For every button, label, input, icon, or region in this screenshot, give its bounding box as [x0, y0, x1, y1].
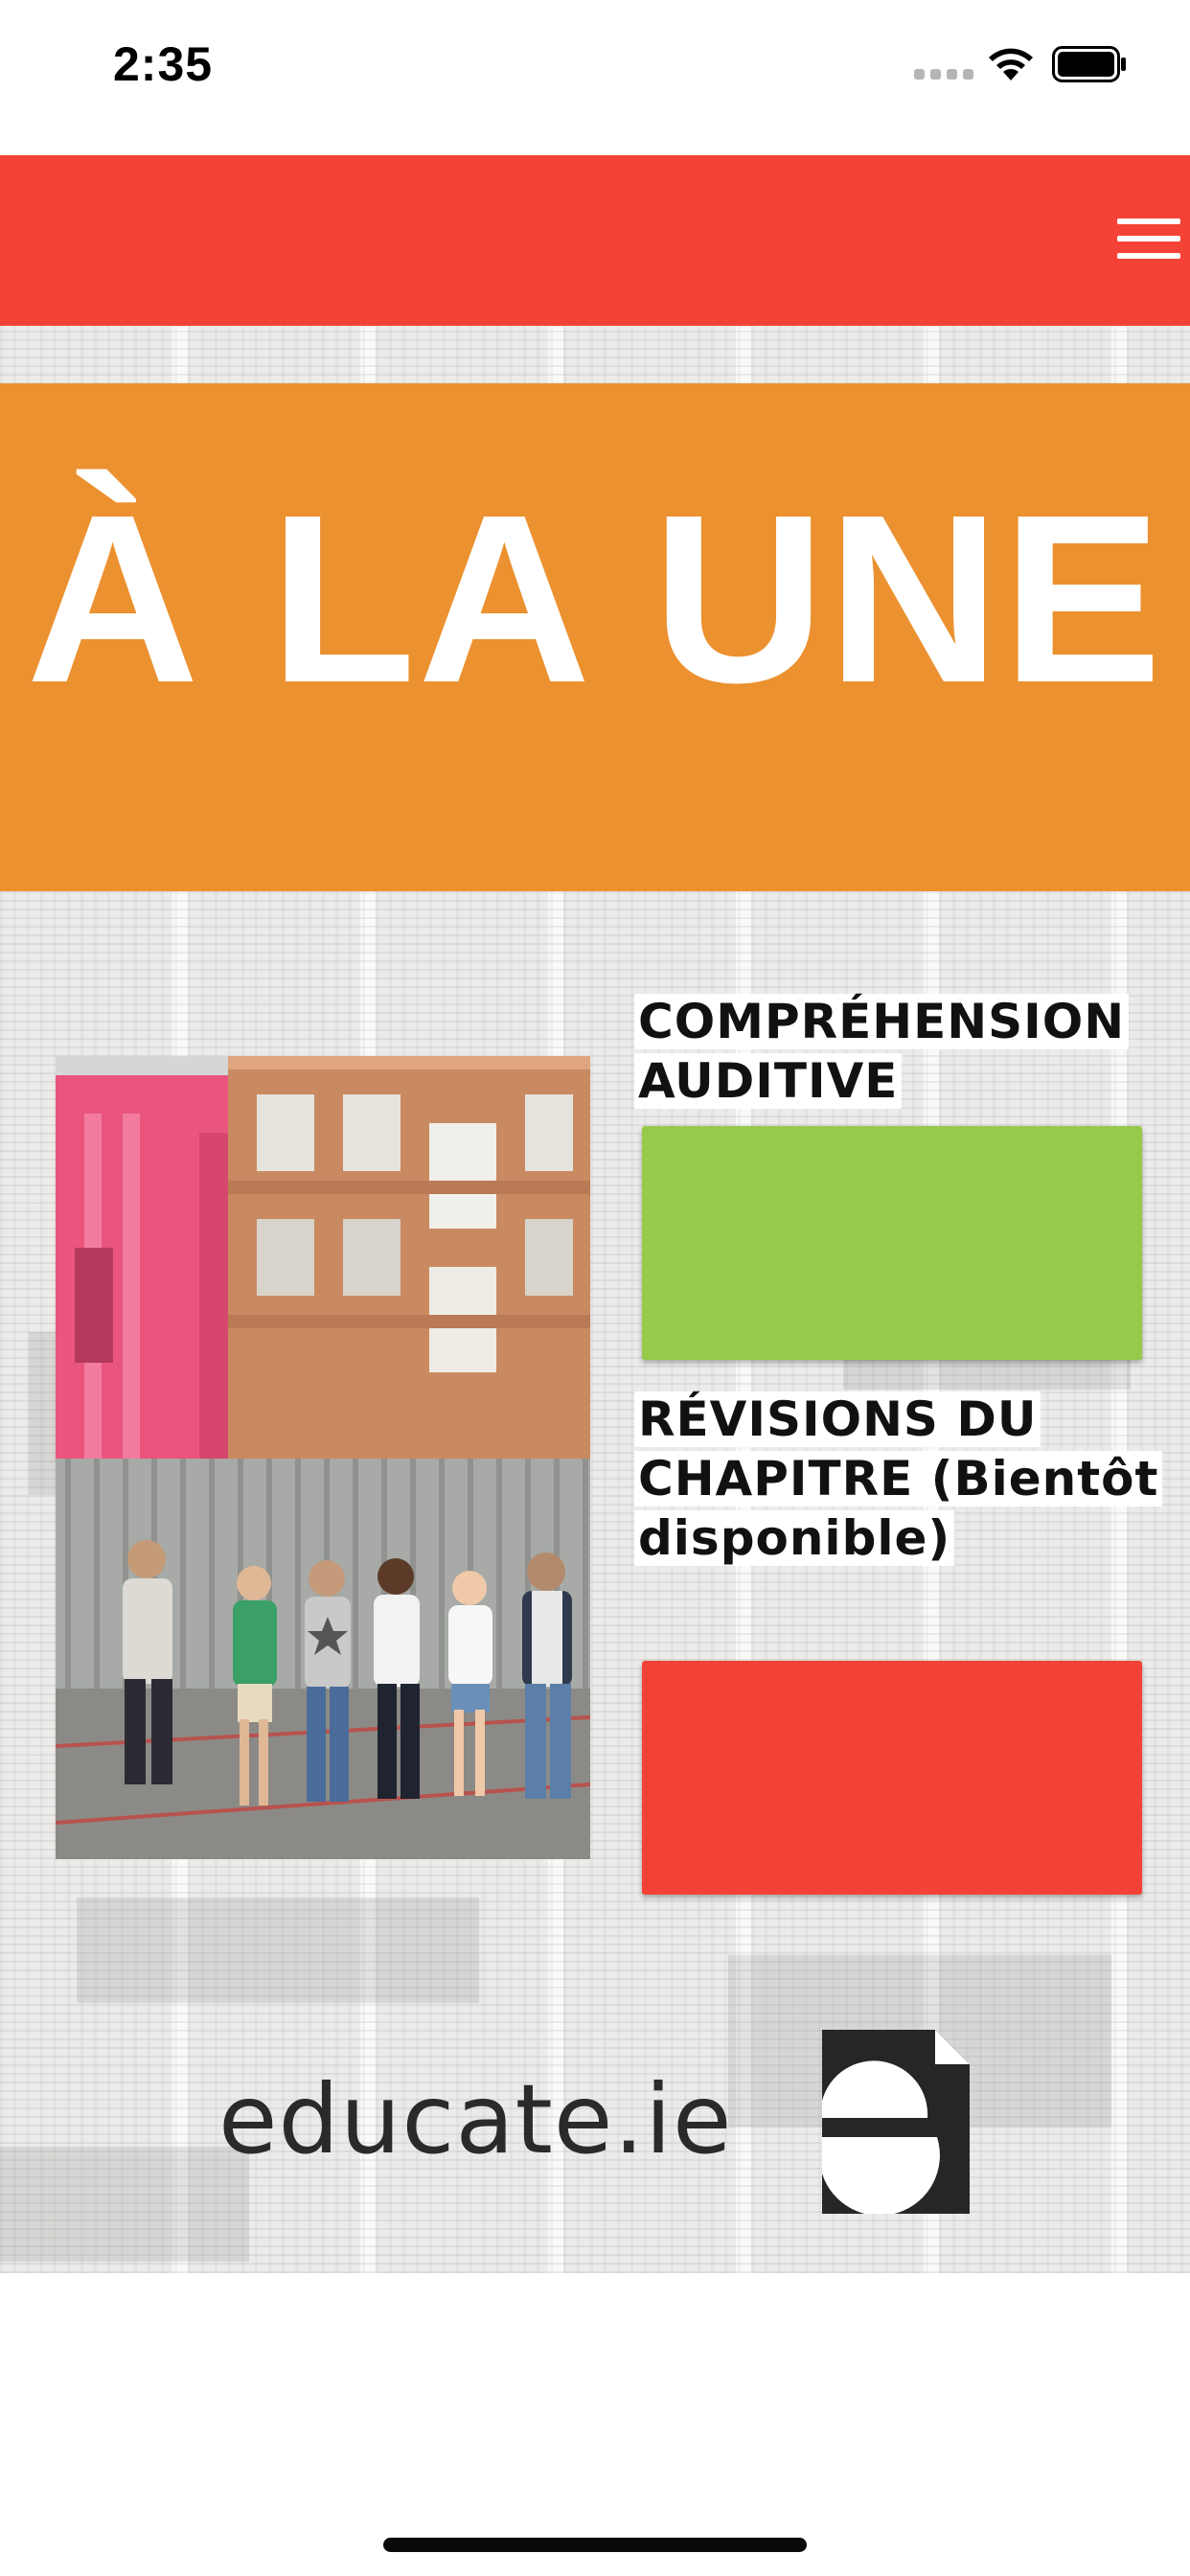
banner-title: À LA UNE: [26, 465, 1164, 732]
educate-logo-text: educate.ie: [218, 2063, 733, 2175]
status-time: 2:35: [113, 37, 214, 91]
cellular-signal-icon: [914, 69, 973, 80]
listening-section-label: COMPRÉHENSION AUDITIVE: [634, 992, 1171, 1111]
home-indicator[interactable]: [383, 2538, 807, 2552]
chapter-revision-button[interactable]: [642, 1661, 1142, 1895]
hamburger-menu-icon[interactable]: [1117, 218, 1180, 263]
revision-section-label: RÉVISIONS DU CHAPITRE (Bientôt disponible): [634, 1390, 1171, 1568]
wifi-icon: [985, 44, 1037, 82]
students-photo: [56, 1056, 590, 1859]
app-header: [0, 155, 1190, 326]
status-bar: [0, 0, 1190, 155]
educate-logo-icon: [822, 2030, 970, 2214]
battery-icon: [1052, 46, 1129, 82]
listening-comprehension-button[interactable]: [642, 1126, 1142, 1360]
